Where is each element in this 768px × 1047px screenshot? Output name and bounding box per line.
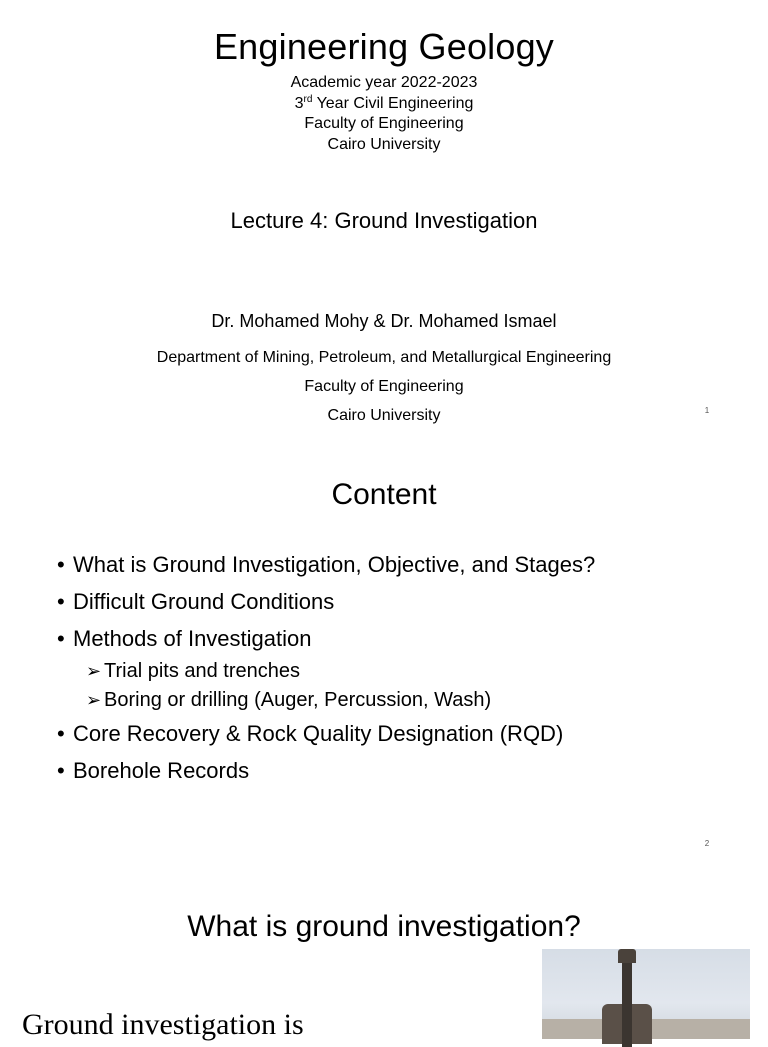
university: Cairo University [327, 135, 441, 153]
affiliation [0, 343, 768, 430]
dept-faculty: Faculty of Engineering [304, 378, 464, 395]
slide-2 [0, 432, 768, 864]
content-list [57, 546, 737, 789]
photo-rig-mast [622, 957, 632, 1047]
list-item: • Core Recovery & Rock Quality Designation (RQD) [57, 721, 564, 746]
list-item: • Methods of Investigation [57, 626, 312, 651]
dept-university: Cairo University [327, 407, 441, 424]
drilling-rig-photo [542, 949, 750, 1039]
body-text: Ground investigation is [22, 1008, 304, 1041]
academic-year: Academic year 2022-2023 [290, 74, 478, 91]
arrow-bullet-icon: ➢ [86, 661, 102, 681]
photo-rig-top [618, 949, 636, 963]
slide-title: Content [331, 478, 437, 511]
lecture-title: Lecture 4: Ground Investigation [230, 208, 538, 233]
list-item: • Borehole Records [57, 758, 250, 783]
list-item: • What is Ground Investigation, Objective, and Stages? [57, 552, 596, 577]
year-level: 3rd Year Civil Engineering [294, 93, 474, 112]
course-info [0, 73, 768, 155]
page-number: 2 [704, 839, 710, 848]
faculty: Faculty of Engineering [304, 115, 464, 132]
page-number: 1 [704, 406, 710, 415]
sub-list-item: ➢ Boring or drilling (Auger, Percussion, Wash) [57, 686, 737, 715]
arrow-bullet-icon: ➢ [86, 690, 102, 710]
slide-title: Engineering Geology [213, 26, 555, 67]
slide-1 [0, 0, 768, 432]
slide-3 [0, 864, 768, 1041]
list-item: • Difficult Ground Conditions [57, 589, 335, 614]
authors: Dr. Mohamed Mohy & Dr. Mohamed Ismael [211, 311, 557, 331]
department: Department of Mining, Petroleum, and Metallurgical Engineering [156, 349, 612, 366]
slide-title: What is ground investigation? [187, 910, 581, 943]
sub-list-item: ➢ Trial pits and trenches [57, 657, 737, 686]
